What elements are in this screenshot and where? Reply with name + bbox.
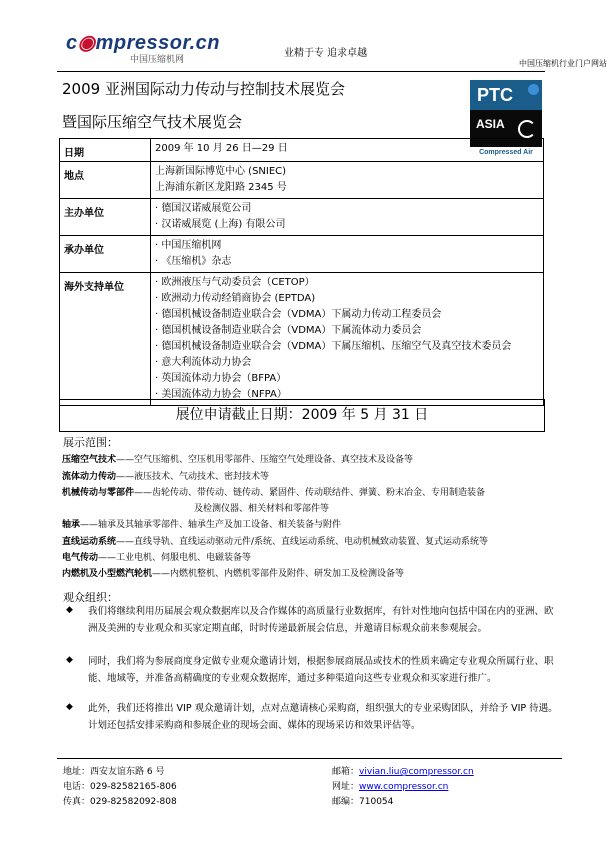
booth-deadline: 展位申请截止日期：2009 年 5 月 31 日 xyxy=(59,399,545,432)
list-item: 及检测仪器、相关材料和零部件等 xyxy=(194,504,330,514)
ptc-asia-text: ASIA xyxy=(470,110,542,147)
email-link[interactable]: vivian.liu@compressor.cn xyxy=(359,767,474,777)
list-item: 压缩空气技术——空气压缩机、空压机用零部件、压缩空气处理设备、真空技术及设备等 xyxy=(62,455,414,465)
diamond-bullet-icon: ◆ xyxy=(66,655,73,665)
website-link[interactable]: www.compressor.cn xyxy=(359,782,449,792)
host-label: 主办单位 xyxy=(60,199,151,236)
audience-heading: 观众组织： xyxy=(63,591,118,604)
scope-heading: 展示范围： xyxy=(63,436,118,449)
list-item: 直线运动系统——直线导轨、直线运动驱动元件/系统、直线运动系统、电动机械致动装置、复式运动系统等 xyxy=(62,537,489,547)
date-label: 日期 xyxy=(60,139,151,162)
audience-paragraph: 我们将继续利用历届展会观众数据库以及合作媒体的高质量行业数据库，有针对性地向包括中国在内的亚洲、欧洲及美洲的专业观众和买家定期直邮，时时传递最新展会信息，并邀请目标观众前来参观展会。 xyxy=(88,606,554,634)
portal-tagline: 中国压缩机行业门户网站 xyxy=(519,59,607,68)
venue-label: 地点 xyxy=(60,162,151,199)
organizer-label: 承办单位 xyxy=(60,236,151,273)
footer-divider xyxy=(57,758,562,759)
diamond-bullet-icon: ◆ xyxy=(66,605,73,615)
date-value: 2009 年 10 月 26 日—29 日 xyxy=(151,139,544,162)
table-row xyxy=(60,273,544,406)
list-item: 电气传动——工业电机、伺服电机、电磁装备等 xyxy=(62,553,252,563)
ptc-logo-text: PTC xyxy=(470,80,542,110)
list-item: 轴承——轴承及其轴承零部件、轴承生产及加工设备、相关装备与附件 xyxy=(62,520,342,530)
overseas-label: 海外支持单位 xyxy=(60,273,151,406)
ptc-caption: Compressed Air xyxy=(479,149,533,156)
venue-value: 上海新国际博览中心 (SNIEC) 上海浦东新区龙阳路 2345 号 xyxy=(151,162,544,199)
footer-zip: 邮编：710054 xyxy=(332,797,394,807)
slogan: 业精于专 追求卓越 xyxy=(284,48,368,59)
table-row xyxy=(60,162,544,199)
table-row xyxy=(60,139,544,162)
list-item: 机械传动与零部件——齿轮传动、带传动、链传动、紧固件、传动联结件、弹簧、粉末冶金、专用制造装备 xyxy=(62,488,486,498)
compressor-logo[interactable] xyxy=(66,30,221,65)
table-row xyxy=(60,236,544,273)
fan-icon xyxy=(518,120,536,138)
exhibition-info-table xyxy=(59,138,544,406)
logo-wordmark: c◉mpressor.cn xyxy=(66,32,221,54)
footer-address: 地址：西安友谊东路 6 号 xyxy=(63,767,165,777)
logo-subtitle: 中国压缩机网 xyxy=(130,55,185,65)
table-row xyxy=(60,199,544,236)
footer-phone: 电话：029-82582165-806 xyxy=(63,782,177,792)
overseas-value: · 欧洲液压与气动委员会（CETOP） · 欧洲动力传动经销商协会 (EPTDA) · 德国机械设备制造业联合会（VDMA）下属动力传动工程委员会 · 德国机械设备制造业联合会（VDMA）下属流体动力委员会 · 德国机械设备制造业联合会（VDMA）下属压缩机、压缩空气及真空技术委员会 · 意大利流体动力协会 · 英国流体动力协会（BFPA） · 美国流体动力协会（NFPA） xyxy=(151,273,544,406)
diamond-bullet-icon: ◆ xyxy=(66,702,73,712)
footer-web: 网址：www.compressor.cn xyxy=(332,782,449,792)
header-divider xyxy=(57,71,545,72)
list-item: 流体动力传动——液压技术、气动技术、密封技术等 xyxy=(62,472,270,482)
audience-paragraph: 此外，我们还将推出 VIP 观众邀请计划，点对点邀请核心采购商，组织强大的专业采购团队，并给予 VIP 待遇。计划还包括安排采购商和参展企业的现场会面、媒体的现场采访和效果评估等。 xyxy=(88,703,558,731)
ptc-dot-icon xyxy=(528,84,539,95)
document-subtitle: 暨国际压缩空气技术展览会 xyxy=(62,113,243,131)
list-item: 内燃机及小型燃汽轮机——内燃机整机、内燃机零部件及附件、研发加工及检测设备等 xyxy=(62,569,405,579)
footer-email: 邮箱：vivian.liu@compressor.cn xyxy=(332,767,474,777)
organizer-value: · 中国压缩机网 · 《压缩机》杂志 xyxy=(151,236,544,273)
host-value: · 德国汉诺威展览公司 · 汉诺威展览 (上海) 有限公司 xyxy=(151,199,544,236)
footer-fax: 传真：029-82582092-808 xyxy=(63,797,177,807)
audience-paragraph: 同时，我们将为参展商度身定做专业观众邀请计划，根据参展商展品或技术的性质来确定专业观众所属行业、职能、地域等，并准备高精确度的专业观众数据库，通过多种渠道向这些专业观众和买家进行推广。 xyxy=(88,656,554,684)
document-title: 2009 亚洲国际动力传动与控制技术展览会 xyxy=(62,80,345,98)
